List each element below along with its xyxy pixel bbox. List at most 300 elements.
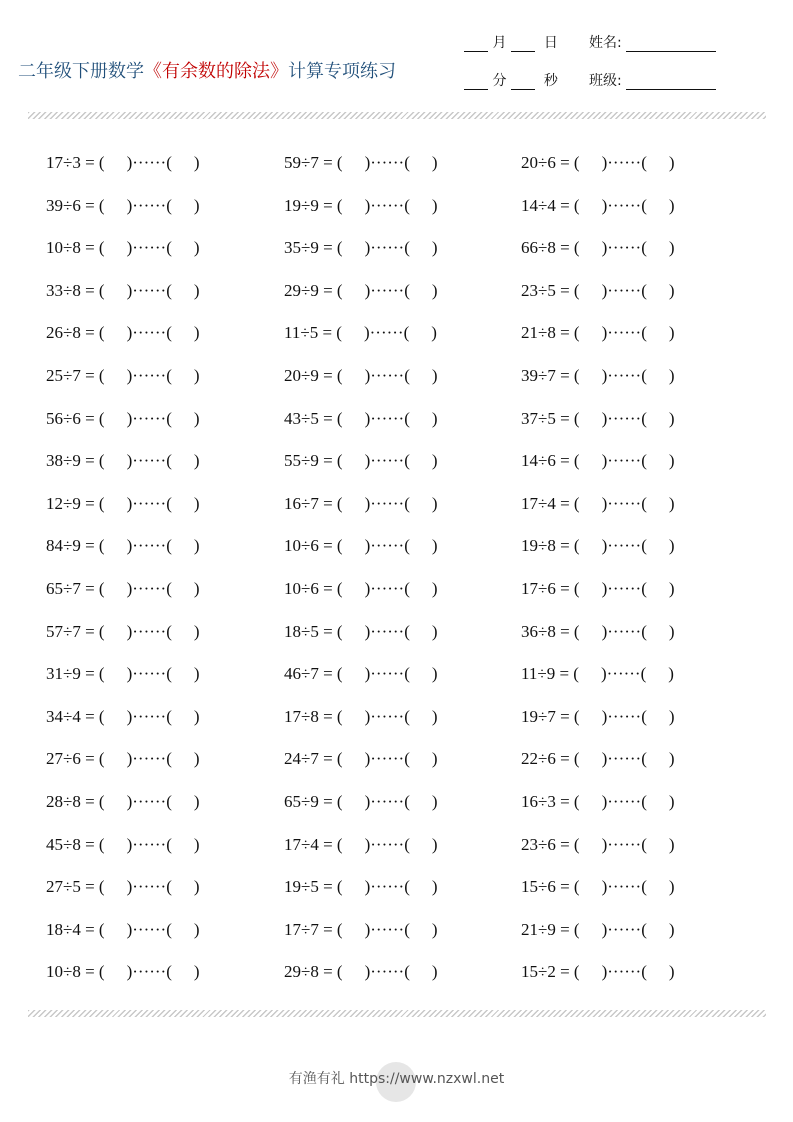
remainder-separator: )······( bbox=[364, 536, 410, 556]
remainder-separator: )······( bbox=[364, 493, 410, 513]
remainder-separator: )······( bbox=[601, 408, 647, 428]
remainder-separator: )······( bbox=[126, 749, 172, 769]
quotient-open-paren: ( bbox=[98, 834, 105, 854]
remainder-close-paren: ) bbox=[668, 408, 675, 428]
quotient-open-paren: ( bbox=[98, 280, 105, 300]
problem-expression: 25÷7 = bbox=[46, 366, 95, 385]
quotient-open-paren: ( bbox=[336, 664, 343, 684]
remainder-separator: )······( bbox=[126, 792, 172, 811]
remainder-close-paren: ) bbox=[668, 451, 675, 471]
remainder-separator: )······( bbox=[601, 749, 647, 769]
quotient-open-paren: ( bbox=[336, 408, 343, 428]
quotient-open-paren: ( bbox=[98, 919, 105, 939]
problem-expression: 29÷9 = bbox=[284, 280, 333, 300]
problem-item bbox=[284, 661, 438, 687]
problem-item bbox=[521, 150, 675, 176]
quotient-open-paren: ( bbox=[573, 792, 580, 811]
remainder-close-paren: ) bbox=[193, 238, 200, 258]
remainder-close-paren: ) bbox=[668, 195, 675, 215]
problem-item bbox=[521, 406, 675, 432]
remainder-close-paren: ) bbox=[668, 280, 675, 300]
problem-expression: 21÷8 = bbox=[521, 323, 570, 343]
problem-item bbox=[46, 320, 200, 346]
remainder-close-paren: ) bbox=[668, 877, 675, 897]
quotient-open-paren: ( bbox=[573, 579, 580, 598]
remainder-close-paren: ) bbox=[668, 749, 675, 769]
problem-expression: 66÷8 = bbox=[521, 238, 570, 258]
problem-item bbox=[521, 917, 675, 943]
remainder-separator: )······( bbox=[364, 877, 410, 897]
quotient-open-paren: ( bbox=[98, 749, 105, 769]
problem-expression: 10÷8 = bbox=[46, 238, 95, 258]
problem-expression: 19÷7 = bbox=[521, 706, 570, 726]
remainder-separator: )······( bbox=[364, 664, 410, 684]
problem-expression: 17÷6 = bbox=[521, 579, 570, 598]
remainder-close-paren: ) bbox=[431, 153, 438, 172]
problem-item bbox=[521, 619, 675, 645]
problem-expression: 84÷9 = bbox=[46, 536, 95, 556]
problem-expression: 29÷8 = bbox=[284, 962, 333, 982]
remainder-separator: )······( bbox=[601, 962, 647, 982]
remainder-close-paren: ) bbox=[668, 366, 675, 385]
problem-expression: 28÷8 = bbox=[46, 792, 95, 811]
quotient-open-paren: ( bbox=[573, 493, 580, 513]
class-blank[interactable] bbox=[626, 75, 716, 90]
remainder-close-paren: ) bbox=[431, 451, 438, 471]
problem-item bbox=[46, 363, 200, 389]
problem-item bbox=[284, 746, 438, 772]
problem-expression: 45÷8 = bbox=[46, 834, 95, 854]
minute-blank[interactable] bbox=[464, 75, 488, 90]
quotient-open-paren: ( bbox=[98, 621, 105, 641]
remainder-close-paren: ) bbox=[193, 962, 200, 982]
remainder-close-paren: ) bbox=[431, 280, 438, 300]
problem-item bbox=[284, 320, 437, 346]
quotient-open-paren: ( bbox=[573, 877, 580, 897]
footer-text: 有渔有礼 https://www.nzxwl.net bbox=[288, 1071, 505, 1087]
problem-item bbox=[284, 193, 438, 219]
remainder-close-paren: ) bbox=[431, 877, 438, 897]
quotient-open-paren: ( bbox=[573, 621, 580, 641]
remainder-separator: )······( bbox=[363, 323, 410, 343]
problem-item bbox=[46, 533, 200, 559]
title-practice: 计算专项练习 bbox=[288, 61, 396, 82]
problem-item bbox=[521, 661, 674, 687]
problem-expression: 24÷7 = bbox=[284, 749, 333, 769]
problem-expression: 10÷6 = bbox=[284, 579, 333, 598]
remainder-separator: )······( bbox=[364, 366, 410, 385]
quotient-open-paren: ( bbox=[573, 706, 580, 726]
problem-item bbox=[521, 278, 675, 304]
remainder-separator: )······( bbox=[364, 238, 410, 258]
quotient-open-paren: ( bbox=[98, 664, 105, 684]
problem-item bbox=[46, 832, 200, 858]
quotient-open-paren: ( bbox=[336, 238, 343, 258]
remainder-separator: )······( bbox=[364, 621, 410, 641]
remainder-separator: )······( bbox=[364, 834, 410, 854]
quotient-open-paren: ( bbox=[573, 664, 579, 684]
remainder-separator: )······( bbox=[364, 749, 410, 769]
problem-item bbox=[521, 235, 675, 261]
quotient-open-paren: ( bbox=[98, 877, 105, 897]
remainder-separator: )······( bbox=[126, 280, 172, 300]
problem-item bbox=[284, 789, 438, 815]
remainder-close-paren: ) bbox=[668, 664, 674, 684]
remainder-separator: )······( bbox=[601, 579, 647, 598]
problem-item bbox=[521, 491, 675, 517]
problem-item bbox=[284, 406, 438, 432]
name-field bbox=[589, 34, 716, 52]
problem-expression: 12÷9 = bbox=[46, 493, 95, 513]
problem-expression: 15÷2 = bbox=[521, 962, 570, 982]
problem-expression: 34÷4 = bbox=[46, 706, 95, 726]
remainder-separator: )······( bbox=[364, 706, 410, 726]
problem-expression: 15÷6 = bbox=[521, 877, 570, 897]
problem-item bbox=[46, 874, 200, 900]
remainder-separator: )······( bbox=[126, 153, 172, 172]
problem-item bbox=[521, 320, 675, 346]
problem-item bbox=[521, 746, 675, 772]
problem-item bbox=[46, 150, 200, 176]
problem-item bbox=[46, 193, 200, 219]
page-title bbox=[18, 60, 396, 84]
remainder-separator: )······( bbox=[600, 664, 647, 684]
quotient-open-paren: ( bbox=[98, 493, 105, 513]
problem-expression: 59÷7 = bbox=[284, 153, 333, 172]
problem-expression: 31÷9 = bbox=[46, 664, 95, 684]
problem-item bbox=[284, 235, 438, 261]
problem-expression: 39÷7 = bbox=[521, 366, 570, 385]
quotient-open-paren: ( bbox=[573, 323, 580, 343]
quotient-open-paren: ( bbox=[336, 366, 343, 385]
problem-item bbox=[284, 150, 438, 176]
quotient-open-paren: ( bbox=[336, 962, 343, 982]
remainder-separator: )······( bbox=[364, 579, 410, 598]
problem-item bbox=[284, 533, 438, 559]
quotient-open-paren: ( bbox=[573, 366, 580, 385]
problem-expression: 33÷8 = bbox=[46, 280, 95, 300]
remainder-close-paren: ) bbox=[431, 962, 438, 982]
problem-expression: 55÷9 = bbox=[284, 451, 333, 471]
remainder-close-paren: ) bbox=[193, 579, 200, 598]
problem-item bbox=[521, 959, 675, 985]
remainder-close-paren: ) bbox=[193, 280, 200, 300]
class-label: 班级: bbox=[589, 73, 622, 89]
quotient-open-paren: ( bbox=[336, 621, 343, 641]
remainder-separator: )······( bbox=[364, 280, 410, 300]
problem-item bbox=[284, 704, 438, 730]
quotient-open-paren: ( bbox=[336, 706, 343, 726]
remainder-separator: )······( bbox=[601, 280, 647, 300]
remainder-separator: )······( bbox=[126, 536, 172, 556]
problem-item bbox=[46, 789, 200, 815]
problem-expression: 21÷9 = bbox=[521, 919, 570, 939]
problem-item bbox=[521, 576, 675, 602]
problem-item bbox=[46, 576, 200, 602]
remainder-separator: )······( bbox=[364, 153, 410, 172]
problem-expression: 10÷8 = bbox=[46, 962, 95, 982]
remainder-close-paren: ) bbox=[668, 919, 675, 939]
bottom-divider bbox=[28, 1010, 766, 1017]
remainder-close-paren: ) bbox=[668, 493, 675, 513]
quotient-open-paren: ( bbox=[336, 749, 343, 769]
quotient-open-paren: ( bbox=[98, 238, 105, 258]
remainder-separator: )······( bbox=[364, 962, 410, 982]
remainder-separator: )······( bbox=[126, 323, 172, 343]
problem-item bbox=[46, 661, 200, 687]
remainder-separator: )······( bbox=[601, 153, 647, 172]
remainder-separator: )······( bbox=[126, 919, 172, 939]
problem-expression: 17÷8 = bbox=[284, 706, 333, 726]
problem-item bbox=[284, 619, 438, 645]
remainder-separator: )······( bbox=[126, 706, 172, 726]
problem-item bbox=[521, 193, 675, 219]
remainder-separator: )······( bbox=[601, 792, 647, 811]
problem-item bbox=[46, 917, 200, 943]
quotient-open-paren: ( bbox=[336, 579, 343, 598]
problem-expression: 19÷9 = bbox=[284, 195, 333, 215]
remainder-separator: )······( bbox=[126, 962, 172, 982]
quotient-open-paren: ( bbox=[573, 238, 580, 258]
quotient-open-paren: ( bbox=[336, 919, 343, 939]
quotient-open-paren: ( bbox=[573, 408, 580, 428]
remainder-separator: )······( bbox=[601, 323, 647, 343]
quotient-open-paren: ( bbox=[98, 792, 105, 811]
problem-item bbox=[46, 491, 200, 517]
problem-item bbox=[521, 363, 675, 389]
month-label: 月 bbox=[492, 35, 507, 51]
quotient-open-paren: ( bbox=[336, 493, 343, 513]
problem-item bbox=[46, 278, 200, 304]
remainder-close-paren: ) bbox=[431, 536, 438, 556]
problem-expression: 11÷9 = bbox=[521, 664, 570, 684]
day-label: 日 bbox=[543, 35, 558, 51]
quotient-open-paren: ( bbox=[573, 195, 580, 215]
remainder-separator: )······( bbox=[126, 877, 172, 897]
problem-item bbox=[284, 278, 438, 304]
remainder-close-paren: ) bbox=[668, 323, 675, 343]
problem-item bbox=[46, 619, 200, 645]
problem-expression: 56÷6 = bbox=[46, 408, 95, 428]
remainder-close-paren: ) bbox=[668, 706, 675, 726]
quotient-open-paren: ( bbox=[573, 451, 580, 471]
problem-item bbox=[46, 959, 200, 985]
problem-expression: 57÷7 = bbox=[46, 621, 95, 641]
remainder-close-paren: ) bbox=[668, 834, 675, 854]
remainder-separator: )······( bbox=[126, 834, 172, 854]
remainder-close-paren: ) bbox=[193, 366, 200, 385]
quotient-open-paren: ( bbox=[98, 706, 105, 726]
problem-item bbox=[521, 832, 675, 858]
quotient-open-paren: ( bbox=[98, 153, 105, 172]
remainder-close-paren: ) bbox=[193, 664, 200, 684]
quotient-open-paren: ( bbox=[336, 153, 343, 172]
quotient-open-paren: ( bbox=[336, 280, 343, 300]
remainder-close-paren: ) bbox=[431, 621, 438, 641]
problem-item bbox=[46, 448, 200, 474]
remainder-separator: )······( bbox=[601, 451, 647, 471]
remainder-close-paren: ) bbox=[431, 919, 438, 939]
problem-item bbox=[284, 448, 438, 474]
remainder-close-paren: ) bbox=[431, 579, 438, 598]
day-blank[interactable] bbox=[511, 37, 535, 52]
quotient-open-paren: ( bbox=[98, 451, 105, 471]
remainder-separator: )······( bbox=[364, 792, 410, 811]
problem-item bbox=[284, 917, 438, 943]
quotient-open-paren: ( bbox=[98, 366, 105, 385]
remainder-separator: )······( bbox=[364, 919, 410, 939]
problem-expression: 18÷5 = bbox=[284, 621, 333, 641]
remainder-separator: )······( bbox=[126, 195, 172, 215]
quotient-open-paren: ( bbox=[98, 323, 105, 343]
remainder-close-paren: ) bbox=[431, 493, 438, 513]
problem-item bbox=[284, 576, 438, 602]
remainder-close-paren: ) bbox=[668, 621, 675, 641]
problem-expression: 43÷5 = bbox=[284, 408, 333, 428]
problem-item bbox=[284, 832, 438, 858]
problem-expression: 17÷4 = bbox=[284, 834, 333, 854]
name-label: 姓名: bbox=[589, 35, 622, 51]
remainder-separator: )······( bbox=[364, 451, 410, 471]
quotient-open-paren: ( bbox=[336, 834, 343, 854]
remainder-close-paren: ) bbox=[193, 493, 200, 513]
problem-expression: 46÷7 = bbox=[284, 664, 333, 684]
problem-expression: 17÷4 = bbox=[521, 493, 570, 513]
remainder-close-paren: ) bbox=[431, 664, 438, 684]
problem-expression: 23÷6 = bbox=[521, 834, 570, 854]
remainder-close-paren: ) bbox=[193, 451, 200, 471]
remainder-separator: )······( bbox=[126, 664, 172, 684]
problem-item bbox=[521, 448, 675, 474]
quotient-open-paren: ( bbox=[573, 536, 580, 556]
remainder-close-paren: ) bbox=[193, 621, 200, 641]
remainder-close-paren: ) bbox=[193, 195, 200, 215]
name-blank[interactable] bbox=[626, 37, 716, 52]
quotient-open-paren: ( bbox=[573, 749, 580, 769]
remainder-separator: )······( bbox=[126, 493, 172, 513]
remainder-separator: )······( bbox=[601, 834, 647, 854]
remainder-separator: )······( bbox=[364, 408, 410, 428]
remainder-separator: )······( bbox=[601, 706, 647, 726]
remainder-close-paren: ) bbox=[431, 323, 437, 343]
remainder-close-paren: ) bbox=[431, 792, 438, 811]
problem-expression: 22÷6 = bbox=[521, 749, 570, 769]
problem-expression: 10÷6 = bbox=[284, 536, 333, 556]
remainder-close-paren: ) bbox=[193, 877, 200, 897]
problem-expression: 35÷9 = bbox=[284, 238, 333, 258]
problem-expression: 20÷6 = bbox=[521, 153, 570, 172]
problem-item bbox=[521, 874, 675, 900]
problem-expression: 65÷7 = bbox=[46, 579, 95, 598]
remainder-close-paren: ) bbox=[431, 706, 438, 726]
remainder-close-paren: ) bbox=[668, 536, 675, 556]
problem-item bbox=[284, 959, 438, 985]
quotient-open-paren: ( bbox=[336, 536, 343, 556]
quotient-open-paren: ( bbox=[573, 153, 580, 172]
top-divider bbox=[28, 112, 766, 119]
quotient-open-paren: ( bbox=[98, 962, 105, 982]
quotient-open-paren: ( bbox=[98, 536, 105, 556]
time-field bbox=[464, 72, 558, 90]
remainder-separator: )······( bbox=[601, 919, 647, 939]
remainder-close-paren: ) bbox=[193, 792, 200, 811]
title-grade: 二年级下册数学 bbox=[18, 61, 144, 82]
remainder-close-paren: ) bbox=[431, 238, 438, 258]
second-blank[interactable] bbox=[511, 75, 535, 90]
remainder-close-paren: ) bbox=[668, 153, 675, 172]
quotient-open-paren: ( bbox=[336, 195, 343, 215]
remainder-separator: )······( bbox=[126, 579, 172, 598]
problem-expression: 36÷8 = bbox=[521, 621, 570, 641]
problem-expression: 17÷7 = bbox=[284, 919, 333, 939]
remainder-close-paren: ) bbox=[431, 834, 438, 854]
problem-expression: 11÷5 = bbox=[284, 323, 333, 343]
quotient-open-paren: ( bbox=[98, 195, 105, 215]
problem-item bbox=[284, 874, 438, 900]
problem-expression: 19÷5 = bbox=[284, 877, 333, 897]
remainder-close-paren: ) bbox=[193, 706, 200, 726]
month-blank[interactable] bbox=[464, 37, 488, 52]
remainder-close-paren: ) bbox=[193, 408, 200, 428]
problem-expression: 16÷7 = bbox=[284, 493, 333, 513]
problem-item bbox=[46, 704, 200, 730]
minute-label: 分 bbox=[492, 73, 507, 89]
problem-item bbox=[46, 406, 200, 432]
date-field bbox=[464, 34, 558, 52]
problem-expression: 38÷9 = bbox=[46, 451, 95, 471]
remainder-close-paren: ) bbox=[193, 153, 200, 172]
quotient-open-paren: ( bbox=[98, 579, 105, 598]
remainder-separator: )······( bbox=[364, 195, 410, 215]
problem-expression: 14÷4 = bbox=[521, 195, 570, 215]
remainder-separator: )······( bbox=[601, 238, 647, 258]
remainder-separator: )······( bbox=[601, 877, 647, 897]
problem-expression: 23÷5 = bbox=[521, 280, 570, 300]
remainder-separator: )······( bbox=[601, 493, 647, 513]
quotient-open-paren: ( bbox=[573, 919, 580, 939]
quotient-open-paren: ( bbox=[336, 877, 343, 897]
remainder-close-paren: ) bbox=[668, 238, 675, 258]
problem-expression: 17÷3 = bbox=[46, 153, 95, 172]
problem-expression: 20÷9 = bbox=[284, 366, 333, 385]
problem-item bbox=[521, 704, 675, 730]
quotient-open-paren: ( bbox=[336, 451, 343, 471]
remainder-separator: )······( bbox=[126, 238, 172, 258]
problem-item bbox=[46, 235, 200, 261]
remainder-close-paren: ) bbox=[193, 749, 200, 769]
remainder-separator: )······( bbox=[126, 621, 172, 641]
problem-expression: 27÷5 = bbox=[46, 877, 95, 897]
problem-expression: 19÷8 = bbox=[521, 536, 570, 556]
remainder-close-paren: ) bbox=[193, 834, 200, 854]
problem-expression: 39÷6 = bbox=[46, 195, 95, 215]
quotient-open-paren: ( bbox=[573, 834, 580, 854]
remainder-separator: )······( bbox=[601, 621, 647, 641]
quotient-open-paren: ( bbox=[573, 280, 580, 300]
remainder-close-paren: ) bbox=[193, 323, 200, 343]
remainder-separator: )······( bbox=[126, 451, 172, 471]
remainder-separator: )······( bbox=[601, 195, 647, 215]
remainder-close-paren: ) bbox=[193, 919, 200, 939]
problem-expression: 27÷6 = bbox=[46, 749, 95, 769]
quotient-open-paren: ( bbox=[336, 792, 343, 811]
quotient-open-paren: ( bbox=[98, 408, 105, 428]
remainder-separator: )······( bbox=[126, 408, 172, 428]
quotient-open-paren: ( bbox=[336, 323, 342, 343]
problem-item bbox=[284, 363, 438, 389]
problem-expression: 37÷5 = bbox=[521, 408, 570, 428]
remainder-separator: )······( bbox=[126, 366, 172, 385]
